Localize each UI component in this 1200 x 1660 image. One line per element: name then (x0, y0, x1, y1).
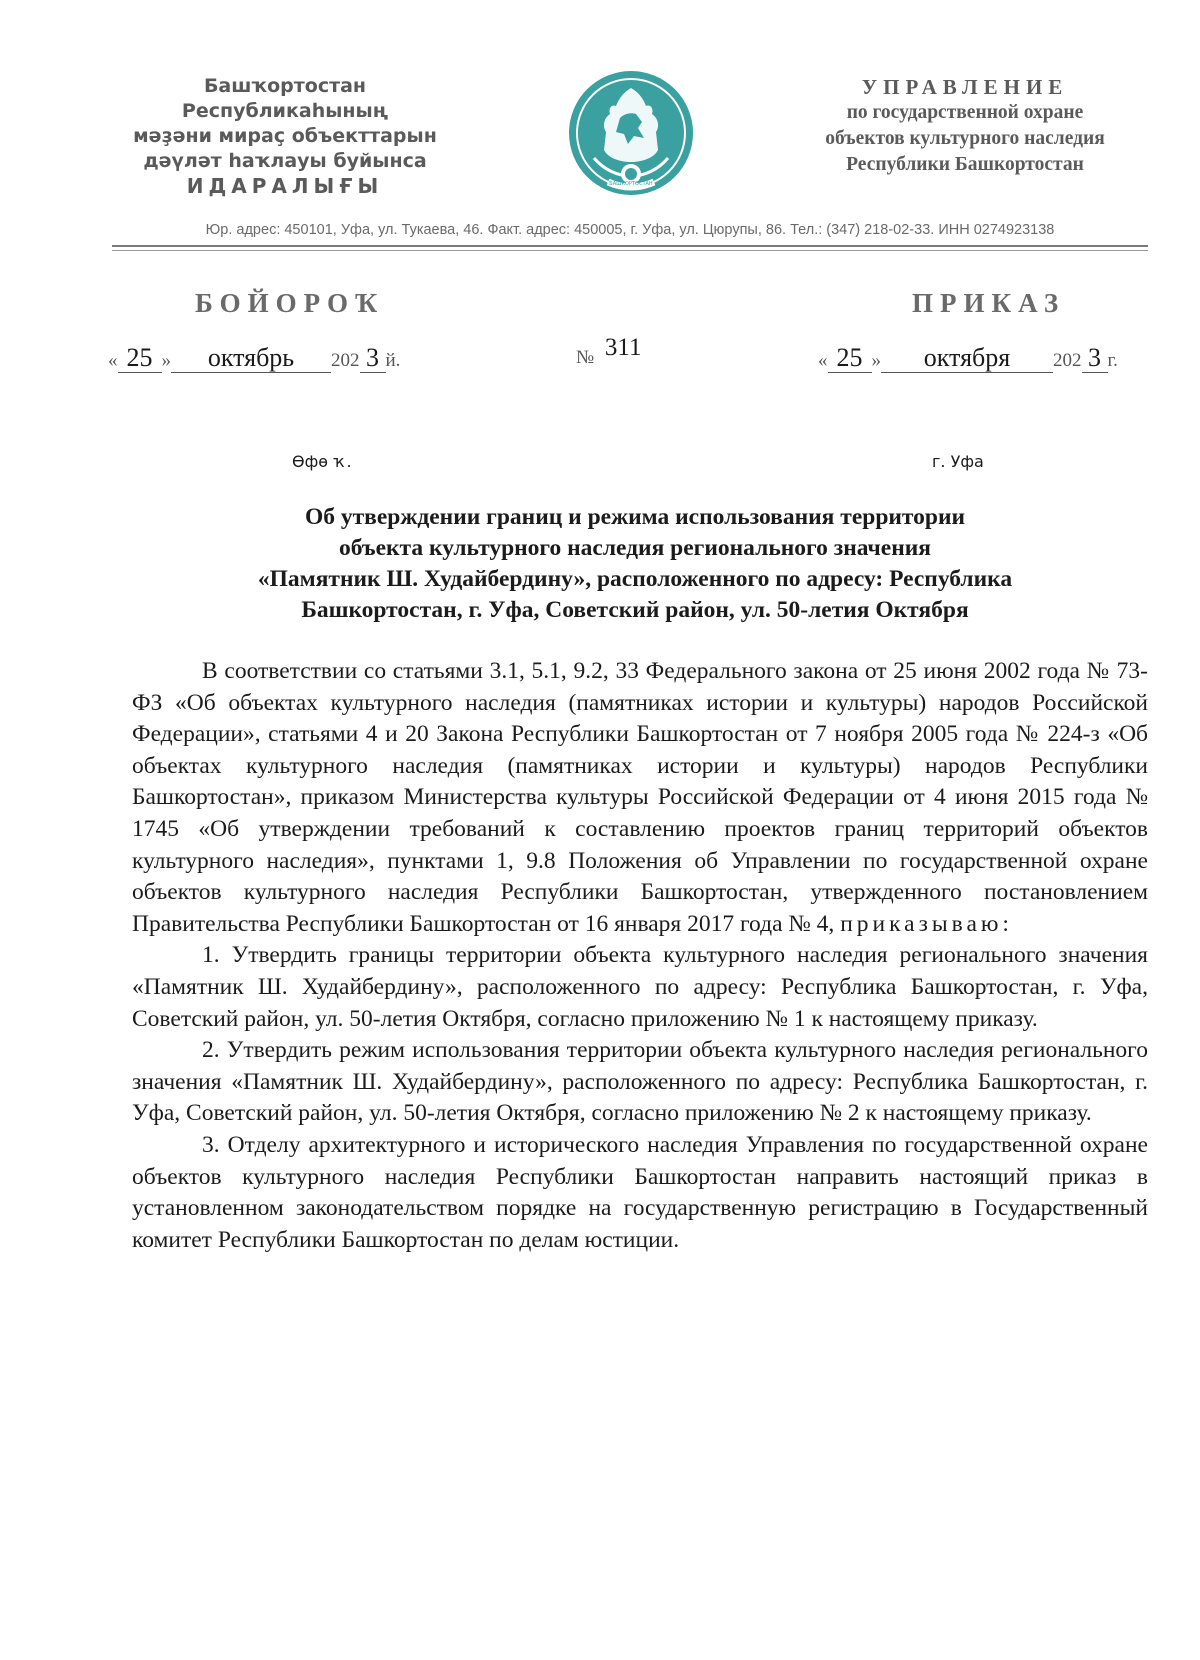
doc-kind-bashkir: БОЙОРОҠ (195, 288, 385, 318)
order-number (576, 334, 642, 370)
date-day: 25 (828, 344, 872, 373)
header-russian-agency: УПРАВЛЕНИЕ (861, 75, 1069, 99)
emblem-banner-text: БАШКОРТОСТАН (609, 181, 653, 187)
clause-1: 1. Утвердить границы территории объекта культурного наследия регионального значения «Памятник Ш. Худайбердину», расположенного по адресу: Республика Башкортостан, г. Уфа, Советский район, ул. 50-летия Октября, согласно приложению № 1 к настоящему приказу. (132, 942, 1148, 1032)
quote-open: « (108, 350, 118, 371)
date-day: 25 (118, 344, 162, 373)
title-line: Об утверждении границ и режима использования территории (304, 504, 966, 530)
preamble-paragraph (132, 656, 1148, 940)
year-digit: 3 (1082, 344, 1108, 373)
city-russian: г. Уфа (932, 452, 984, 471)
address-line: Юр. адрес: 450101, Уфа, ул. Тукаева, 46. Факт. адрес: 450005, г. Уфа, ул. Цюрупы, 86. Тел.: (347) 218-02-33. ИНН 0274923138 (205, 222, 1055, 238)
header-russian-line: Республики Башкортостан (846, 154, 1084, 175)
quote-close: » (161, 350, 171, 371)
quote-close: » (871, 350, 881, 371)
header-russian-line: объектов культурного наследия (825, 128, 1105, 149)
date-bashkir (108, 344, 400, 373)
header-divider-thin (112, 250, 1148, 251)
date-month: октябрь (171, 344, 331, 373)
document-title (120, 502, 1150, 626)
header-bashkir-block (100, 74, 470, 199)
doc-kind-russian: ПРИКАЗ (912, 288, 1066, 318)
header-russian-block (780, 74, 1150, 178)
date-suffix: й. (385, 350, 401, 371)
header-bashkir-line: мәҙәни мираҫ объекттарын (133, 125, 437, 147)
year-digit: 3 (360, 344, 386, 373)
clause-2: 2. Утвердить режим использования территории объекта культурного наследия регионального значения «Памятник Ш. Худайбердину», расположенного по адресу: Республика Башкортостан, г. Уфа, Советский район, ул. 50-летия Октября, согласно приложению № 2 к настоящему приказу. (132, 1037, 1148, 1127)
date-suffix: г. (1107, 350, 1118, 371)
title-line: Башкортостан, г. Уфа, Советский район, ул. 50-летия Октября (301, 597, 969, 623)
number-value: 311 (604, 334, 642, 361)
header-russian-line: по государственной охране (846, 102, 1084, 123)
date-month: октября (881, 344, 1053, 373)
preamble-text: В соответствии со статьями 3.1, 5.1, 9.2, 33 Федерального закона от 25 июня 2002 года № 73-ФЗ «Об объектах культурного наследия (памятниках истории и культуры) народов Российской Федерации», статьями 4 и 20 Закона Республики Башкортостан от 7 ноября 2005 года № 224-з «Об объектах культурного наследия (памятниках истории и культуры) народов Республики Башкортостан», приказом Министерства культуры Российской Федерации от 4 июня 2015 года № 1745 «Об утверждении требований к составлению проектов границ территорий объектов культурного наследия», пунктами 1, 9.8 Положения об Управлении по государственной охране объектов культурного наследия Республики Башкортостан, утвержденного постановлением Правительства Республики Башкортостан от 16 января 2017 года № 4, (132, 658, 1148, 937)
quote-open: « (818, 350, 828, 371)
order-word: приказываю: (840, 910, 1013, 937)
emblem-icon (564, 66, 698, 200)
year-prefix: 202 (1053, 350, 1082, 371)
document-body (132, 656, 1148, 1256)
number-sign: № (576, 347, 595, 368)
header-bashkir-line: Башҡортостан Республикаһының (181, 75, 389, 122)
header-bashkir-line: дәүләт һаҡлауы буйынса (143, 150, 427, 172)
title-line: объекта культурного наследия регионального значения (338, 535, 932, 561)
coat-of-arms-emblem (564, 66, 698, 200)
header-divider (112, 245, 1148, 247)
header-bashkir-agency: ИДАРАЛЫҒЫ (186, 174, 384, 198)
year-prefix: 202 (331, 350, 360, 371)
clause-3: 3. Отделу архитектурного и исторического наследия Управления по государственной охране объектов культурного наследия Республики Башкортостан направить настоящий приказ в установленном законодательством порядке на государственную регистрацию в Государственный комитет Республики Башкортостан по делам юстиции. (132, 1131, 1148, 1253)
city-bashkir: Өфө ҡ. (292, 452, 352, 471)
date-russian (818, 344, 1118, 373)
title-line: «Памятник Ш. Худайбердину», расположенного по адресу: Республика (257, 566, 1013, 592)
